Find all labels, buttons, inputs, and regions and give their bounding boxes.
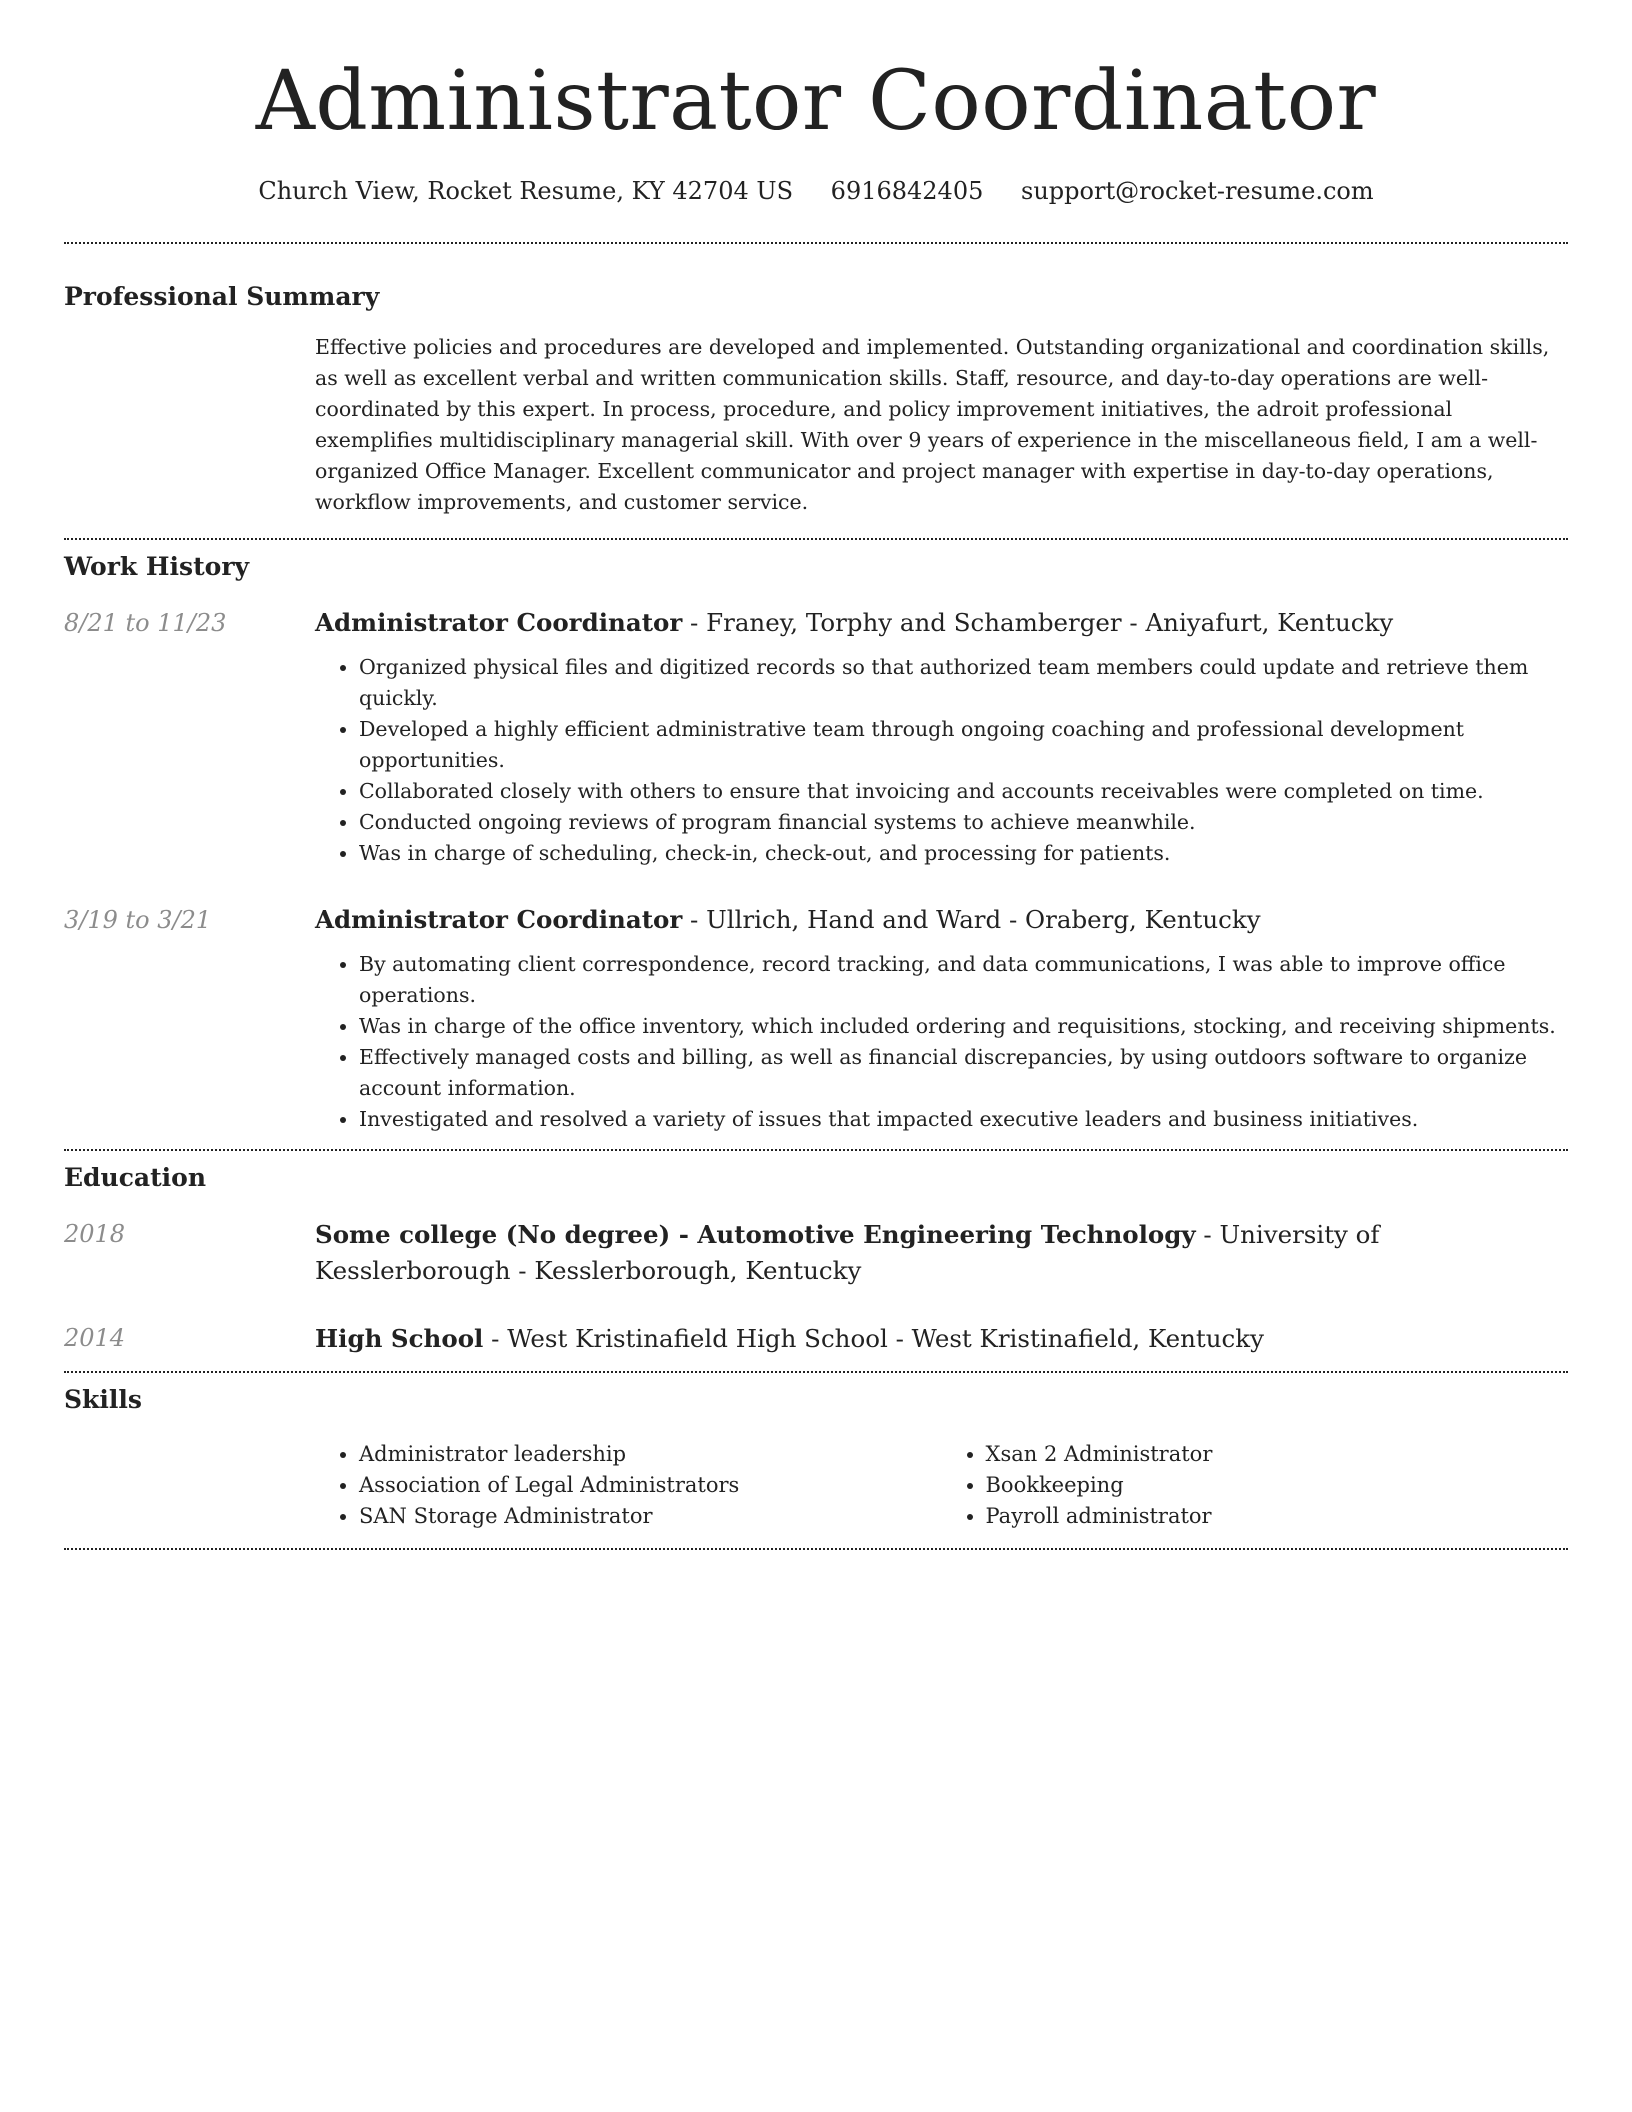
job-entry — [64, 606, 1568, 869]
contact-email: support@rocket-resume.com — [1021, 177, 1374, 205]
skills-list-right — [942, 1439, 1569, 1532]
job-title — [315, 606, 1568, 640]
job-bullet: • Organized physical files and digitized records so that authorized team members could update and retrieve them quickly. — [359, 652, 1568, 714]
education-section — [64, 1151, 1568, 1371]
summary-text: Effective policies and procedures are developed and implemented. Outstanding organizational and coordination skills, as well as excellent verbal and written communication skills. Staff, resource, and day-to-day operations are well-coordinated by this expert. In process, procedure, and policy improvement initiatives, the adroit professional exemplifies multidisciplinary managerial skill. With over 9 years of experience in the miscellaneous field, I am a well-organized Office Manager. Excellent communicator and project manager with expertise in day-to-day operations, workflow improvements, and customer service. — [315, 335, 1550, 514]
skills-grid — [315, 1439, 1568, 1532]
education-school: - West Kristinafield High School - West Kristinafield, Kentucky — [483, 1324, 1264, 1353]
job-bullet: • Conducted ongoing reviews of program financial systems to achieve meanwhile. — [359, 807, 1568, 838]
summary-title: Professional Summary — [64, 282, 380, 311]
contact-phone: 6916842405 — [830, 177, 984, 205]
skill-item: • Association of Legal Administrators — [359, 1470, 942, 1501]
skill-item: • Bookkeeping — [986, 1470, 1569, 1501]
skills-list-left — [315, 1439, 942, 1532]
job-role: Administrator Coordinator — [315, 608, 683, 637]
work-history-title: Work History — [64, 552, 250, 581]
job-bullet: • Investigated and resolved a variety of issues that impacted executive leaders and business initiatives. — [359, 1104, 1568, 1135]
education-detail — [315, 1321, 1568, 1357]
job-bullet: • Effectively managed costs and billing, as well as financial discrepancies, by using outdoors software to organize account information. — [359, 1042, 1568, 1104]
job-bullet: • Collaborated closely with others to ensure that invoicing and accounts receivables were completed on time. — [359, 776, 1568, 807]
job-entry — [64, 903, 1568, 1135]
education-detail — [315, 1217, 1568, 1289]
job-role: Administrator Coordinator — [315, 905, 683, 934]
candidate-name: Administrator Coordinator — [255, 54, 1377, 149]
education-entry — [64, 1217, 1568, 1289]
skills-title: Skills — [64, 1385, 142, 1414]
job-bullet: • Developed a highly efficient administrative team through ongoing coaching and professional development opportunities. — [359, 714, 1568, 776]
job-dates: 3/19 to 3/21 — [64, 906, 212, 934]
contact-address: Church View, Rocket Resume, KY 42704 US — [258, 177, 794, 205]
summary-section — [64, 244, 1568, 538]
job-bullet: • Was in charge of scheduling, check-in, check-out, and processing for patients. — [359, 838, 1568, 869]
skills-section — [64, 1373, 1568, 1548]
job-bullet: • By automating client correspondence, record tracking, and data communications, I was able to improve office operations. — [359, 949, 1568, 1011]
education-year: 2014 — [64, 1324, 126, 1352]
job-bullets — [315, 652, 1568, 869]
skill-item: • Payroll administrator — [986, 1501, 1569, 1532]
job-title — [315, 903, 1568, 937]
education-entry — [64, 1321, 1568, 1357]
job-employer: - Ullrich, Hand and Ward - Oraberg, Kentucky — [682, 905, 1261, 934]
work-history-section — [64, 540, 1568, 1149]
contact-line — [64, 174, 1568, 208]
skills-divider — [64, 1548, 1568, 1550]
job-bullet: • Was in charge of the office inventory, which included ordering and requisitions, stocking, and receiving shipments. — [359, 1011, 1568, 1042]
education-year: 2018 — [64, 1220, 126, 1248]
job-bullets — [315, 949, 1568, 1135]
education-school: - University of Kesslerborough - Kesslerborough, Kentucky — [315, 1220, 1380, 1285]
job-employer: - Franey, Torphy and Schamberger - Aniyafurt, Kentucky — [682, 608, 1394, 637]
education-degree: Some college (No degree) - Automotive Engineering Technology — [315, 1220, 1196, 1249]
skill-item: • SAN Storage Administrator — [359, 1501, 942, 1532]
education-degree: High School — [315, 1324, 484, 1353]
job-dates: 8/21 to 11/23 — [64, 609, 227, 637]
education-title: Education — [64, 1163, 207, 1192]
skill-item: • Xsan 2 Administrator — [986, 1439, 1569, 1470]
skill-item: • Administrator leadership — [359, 1439, 942, 1470]
